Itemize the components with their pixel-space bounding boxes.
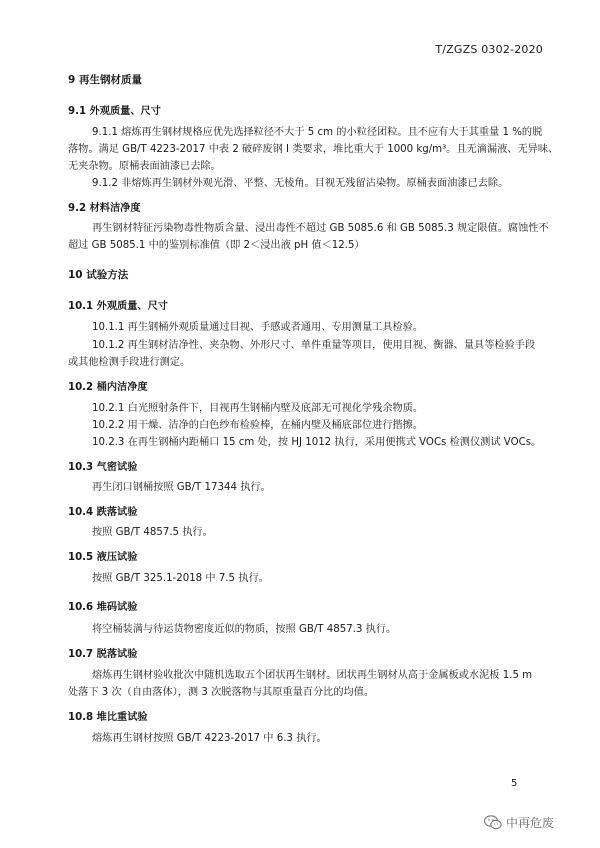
clause-10-4-body: 按照 GB/T 4857.5 执行。 bbox=[92, 527, 213, 538]
watermark-text: 中再危废 bbox=[506, 816, 555, 830]
clause-10-7-line1: 熔炼再生钢材验收批次中随机选取五个团状再生钢材。团状再生钢材从高于金属板或水泥板 1.5 m bbox=[92, 670, 533, 681]
clause-10-1-2-line1: 10.1.2 再生钢材洁净性、夹杂物、外形尺寸、单件重量等项目，使用目视、衡器、量具等检验手段 bbox=[92, 340, 536, 351]
clause-9-1-2: 9.1.2 非熔炼再生钢材外观光滑、平整、无棱角。目视无残留沾染物。原桶表面油漆已去除。 bbox=[92, 178, 509, 189]
section-10-8-heading: 10.8 堆比重试验 bbox=[68, 712, 148, 723]
standard-number: T/ZGZS 0302-2020 bbox=[435, 43, 543, 56]
section-10-heading: 10 试验方法 bbox=[68, 269, 129, 281]
section-10-1-heading: 10.1 外观质量、尺寸 bbox=[68, 301, 168, 312]
clause-9-2-line1: 再生钢材特征污染物毒性物质含量、浸出毒性不超过 GB 5085.6 和 GB 5085.3 规定限值。腐蚀性不 bbox=[92, 223, 549, 234]
section-10-5-heading: 10.5 液压试验 bbox=[68, 552, 138, 563]
clause-10-6-body: 将空桶装满与待运货物密度近似的物质，按照 GB/T 4857.3 执行。 bbox=[92, 624, 397, 635]
page-number: 5 bbox=[511, 778, 518, 789]
wechat-icon bbox=[484, 815, 502, 830]
clause-9-2-line2: 超过 GB 5085.1 中的鉴别标准值（即 2＜浸出液 pH 值＜12.5） bbox=[68, 240, 365, 251]
section-9-2-heading: 9.2 材料洁净度 bbox=[68, 203, 141, 214]
section-10-3-heading: 10.3 气密试验 bbox=[68, 462, 138, 473]
clause-10-5-body: 按照 GB/T 325.1-2018 中 7.5 执行。 bbox=[92, 573, 269, 584]
clause-10-2-1: 10.2.1 白光照射条件下，目视再生钢桶内壁及底部无可视化学残余物质。 bbox=[92, 403, 424, 414]
clause-9-1-1-line1: 9.1.1 熔炼再生钢材规格应优先选择粒径不大于 5 cm 的小粒径团粒。且不应有大于其重量 1 %的脱 bbox=[92, 127, 543, 138]
section-10-2-heading: 10.2 桶内洁净度 bbox=[68, 382, 148, 393]
clause-10-7-line2: 处落下 3 次（自由落体），测 3 次脱落物与其原重量百分比的均值。 bbox=[68, 687, 375, 698]
watermark bbox=[484, 814, 554, 831]
clause-10-8-body: 熔炼再生钢材按照 GB/T 4223-2017 中 6.3 执行。 bbox=[92, 733, 327, 744]
clause-10-1-1: 10.1.1 再生钢桶外观质量通过目视、手感或者通用、专用测量工具检验。 bbox=[92, 322, 424, 333]
clause-9-1-1-line3: 无夹杂物。原桶表面油漆已去除。 bbox=[68, 161, 221, 172]
clause-10-2-3: 10.2.3 在再生钢桶内距桶口 15 cm 处，按 HJ 1012 执行，采用便携式 VOCs 检测仪测试 VOCs。 bbox=[92, 437, 542, 448]
section-10-7-heading: 10.7 脱落试验 bbox=[68, 649, 138, 660]
clause-10-3-body: 再生闭口钢桶按照 GB/T 17344 执行。 bbox=[92, 482, 271, 493]
section-10-4-heading: 10.4 跌落试验 bbox=[68, 507, 138, 518]
section-9-1-heading: 9.1 外观质量、尺寸 bbox=[68, 106, 161, 117]
clause-10-2-2: 10.2.2 用干燥、洁净的白色纱布检验棒，在桶内壁及桶底部位进行揩擦。 bbox=[92, 420, 424, 431]
clause-10-1-2-line2: 或其他检测手段进行测定。 bbox=[68, 357, 191, 368]
section-10-6-heading: 10.6 堆码试验 bbox=[68, 602, 138, 613]
clause-9-1-1-line2: 落物。满足 GB/T 4223-2017 中表 2 破碎废钢 Ⅰ 类要求，堆比重大于 1000 kg/m³。且无滴漏液、无异味、 bbox=[68, 144, 559, 155]
section-9-heading: 9 再生钢材质量 bbox=[68, 74, 142, 86]
